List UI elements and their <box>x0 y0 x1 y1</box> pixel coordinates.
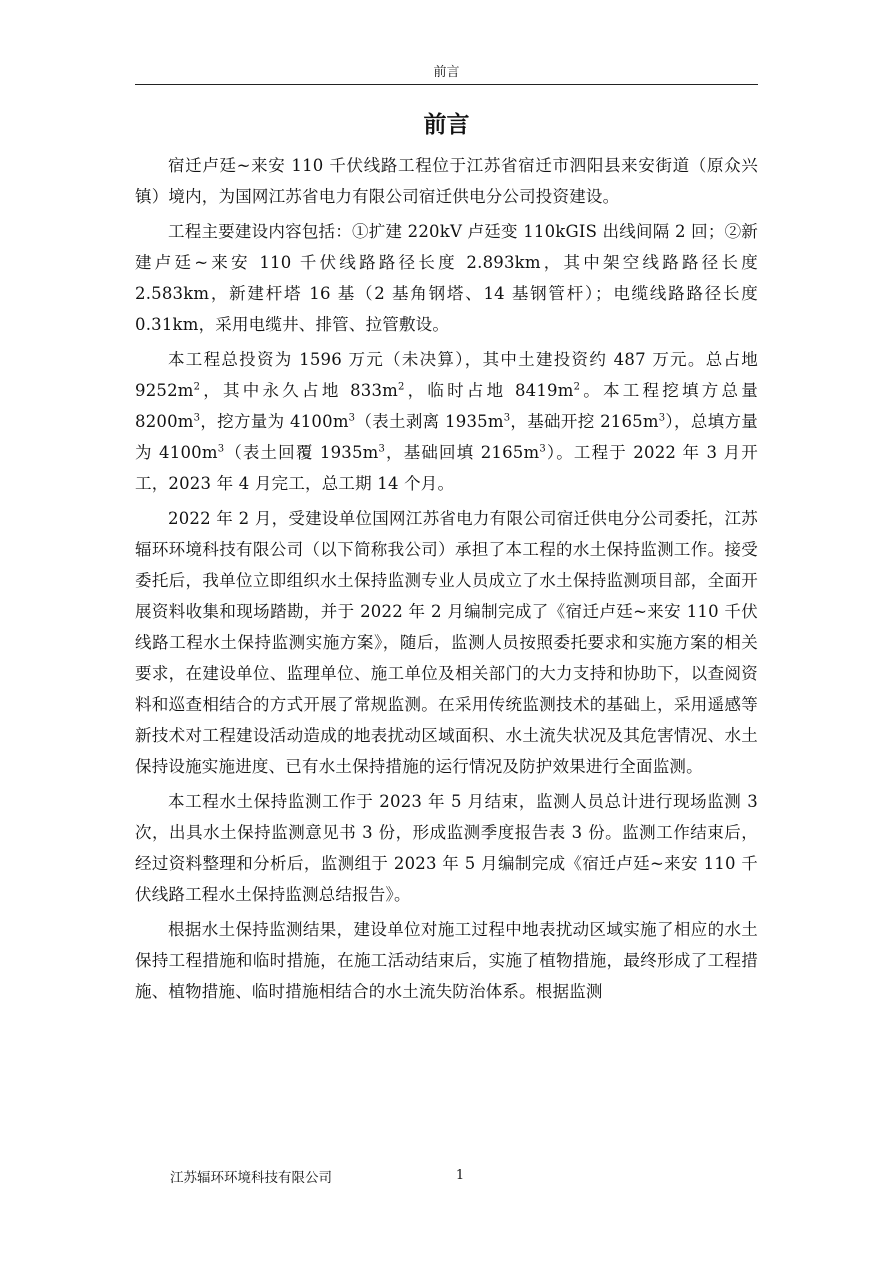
page-title: 前言 <box>423 111 470 138</box>
paragraph <box>135 503 758 782</box>
superscript: 3 <box>193 412 201 424</box>
footer-company-name: 江苏辐环环境科技有限公司 <box>170 1170 332 1186</box>
paragraph <box>135 914 758 1007</box>
paragraph-text: ），总填方量为 4100m <box>135 412 758 462</box>
page-number: 1 <box>455 1168 465 1183</box>
superscript: 3 <box>503 412 511 424</box>
running-header: 前言 <box>433 65 460 80</box>
paragraph-text: 2022 年 2 月，受建设单位国网江苏省电力有限公司宿迁供电分公司委托，江苏辐环环境科技有限公司（以下简称我公司）承担了本工程的水土保持监测工作。接受委托后，我单位立即组织水土保持监测专业人员成立了水土保持监测项目部，全面开展资料收集和现场踏勘，并于 2022 年 2 月编制完成了《宿迁卢廷~来安 110 千伏线路工程水土保持监测实施方案》，随后，监测人员按照委托要求和实施方案的相关要求，在建设单位、监理单位、施工单位及相关部门的大力支持和协助下，以查阅资料和巡查相结合的方式开展了常规监测。在采用传统监测技术的基础上，采用遥感等新技术对工程建设活动造成的地表扰动区域面积、水土流失状况及其危害情况、水土保持设施实施进度、已有水土保持措施的运行情况及防护效果进行全面监测。 <box>135 509 758 776</box>
superscript: 3 <box>658 412 666 424</box>
paragraph <box>135 786 758 910</box>
superscript: 3 <box>348 412 356 424</box>
paragraph <box>135 150 758 212</box>
body-text <box>135 150 758 1011</box>
paragraph-text: （表土回覆 1935m <box>224 443 379 462</box>
paragraph-text: 宿迁卢廷~来安 110 千伏线路工程位于江苏省宿迁市泗阳县来安街道（原众兴镇）境内，为国网江苏省电力有限公司宿迁供电分公司投资建设。 <box>135 156 758 206</box>
superscript: 2 <box>573 381 581 393</box>
header-divider <box>135 84 758 85</box>
paragraph-text: ，挖方量为 4100m <box>200 412 349 431</box>
superscript: 3 <box>539 443 546 455</box>
paragraph <box>135 344 758 499</box>
paragraph <box>135 216 758 340</box>
paragraph-text: ）。工程于 2022 年 3 月开工，2023 年 4 月完工，总工期 14 个月。 <box>135 443 758 493</box>
paragraph-text: 工程主要建设内容包括：①扩建 220kV 卢廷变 110kGIS 出线间隔 2 回；②新建卢廷~来安 110 千伏线路路径长度 2.893km，其中架空线路路径长度 2.583km，新建杆塔 16 基（2 基角钢塔、14 基钢管杆）；电缆线路路径长度 0.31km，采用电缆井、排管、拉管敷设。 <box>135 222 758 334</box>
superscript: 3 <box>378 443 386 455</box>
paragraph-text: 。本工程挖填方总量 8200m <box>135 381 758 431</box>
paragraph-text: 本工程总投资为 1596 万元（未决算），其中土建投资约 487 万元。总占地 9252m <box>135 350 758 400</box>
paragraph-text: 本工程水土保持监测工作于 2023 年 5 月结束，监测人员总计进行现场监测 3 次，出具水土保持监测意见书 3 份，形成监测季度报告表 3 份。监测工作结束后，经过资料整理和分析后，监测组于 2023 年 5 月编制完成《宿迁卢廷~来安 110 千伏线路工程水土保持监测总结报告》。 <box>135 792 758 904</box>
paragraph-text: ，基础开挖 2165m <box>510 412 659 431</box>
paragraph-text: ，临时占地 8419m <box>404 381 574 400</box>
paragraph-text: （表土剥离 1935m <box>355 412 504 431</box>
paragraph-text: ，基础回填 2165m <box>385 443 540 462</box>
paragraph-text: ，其中永久占地 833m <box>200 381 399 400</box>
superscript: 3 <box>217 443 225 455</box>
paragraph-text: 根据水土保持监测结果，建设单位对施工过程中地表扰动区域实施了相应的水土保持工程措施和临时措施，在施工活动结束后，实施了植物措施，最终形成了工程措施、植物措施、临时措施相结合的水土流失防治体系。根据监测 <box>135 920 758 1001</box>
superscript: 2 <box>193 381 201 393</box>
superscript: 2 <box>398 381 405 393</box>
